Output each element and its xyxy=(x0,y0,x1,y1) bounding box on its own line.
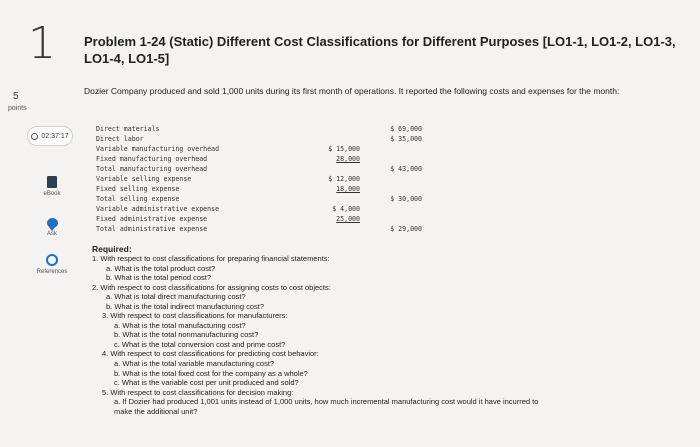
ledger-row xyxy=(96,124,436,134)
ledger-total-value: $ 43,000 xyxy=(390,165,422,173)
problem-intro: Dozier Company produced and sold 1,000 units during its first month of operations. It reported the following costs and expenses for the month: xyxy=(84,86,620,96)
required-item: c. What is the total conversion cost and prime cost? xyxy=(114,339,286,349)
required-item: b. What is the total indirect manufacturing cost? xyxy=(106,301,264,311)
ledger-label: Variable manufacturing overhead xyxy=(96,145,220,153)
cost-ledger xyxy=(96,124,436,234)
ledger-row xyxy=(96,224,436,234)
required-title: Required: xyxy=(92,244,132,254)
ledger-label: Fixed administrative expense xyxy=(96,215,208,223)
ledger-row xyxy=(96,184,436,194)
required-item: a. What is the total product cost? xyxy=(106,263,216,273)
hourglass-icon xyxy=(31,133,38,140)
required-item: a. What is total direct manufacturing cost? xyxy=(106,292,246,302)
ledger-row xyxy=(96,194,436,204)
references-button[interactable] xyxy=(32,254,72,275)
ledger-row xyxy=(96,174,436,184)
ledger-row xyxy=(96,144,436,154)
required-item: 4. With respect to cost classifications for predicting cost behavior: xyxy=(102,349,319,359)
required-item: 3. With respect to cost classifications for manufacturers: xyxy=(102,311,288,321)
ask-label: Ask xyxy=(46,231,57,237)
ledger-label: Direct labor xyxy=(96,135,144,143)
required-item: make the additional unit? xyxy=(114,406,198,416)
ledger-subtotal-value: $ 4,000 xyxy=(332,205,360,213)
ledger-subtotal-value: $ 15,000 xyxy=(328,145,360,153)
ledger-label: Total administrative expense xyxy=(96,225,208,233)
ledger-subtotal-value: $ 12,000 xyxy=(328,175,360,183)
question-number: 1 xyxy=(28,18,56,69)
references-label: References xyxy=(36,269,68,275)
ledger-total-value: $ 30,000 xyxy=(390,195,422,203)
ledger-row xyxy=(96,164,436,174)
points-label: points xyxy=(8,105,27,112)
ledger-subtotal-value: 28,000 xyxy=(336,155,360,163)
required-item: 2. With respect to cost classifications for assigning costs to cost objects: xyxy=(92,282,331,292)
ledger-row xyxy=(96,204,436,214)
ledger-subtotal-value: 25,000 xyxy=(336,215,360,223)
ebook-label: eBook xyxy=(43,191,61,197)
required-item: 5. With respect to cost classifications for decision making: xyxy=(102,387,294,397)
book-icon xyxy=(47,176,57,188)
timer[interactable] xyxy=(27,126,73,146)
chat-bubble-icon xyxy=(47,218,58,228)
required-item: a. What is the total variable manufacturing cost? xyxy=(114,359,275,369)
problem-title: Problem 1-24 (Static) Different Cost Classifications for Different Purposes [LO1-1, LO1-2, LO1-3, LO1-4, LO1-5] xyxy=(84,34,676,66)
required-item: a. If Dozier had produced 1,001 units instead of 1,000 units, how much incremental manufacturing cost would it have incurred to xyxy=(114,397,539,407)
ledger-subtotal-value: 18,000 xyxy=(336,185,360,193)
required-item: b. What is the total fixed cost for the company as a whole? xyxy=(114,368,308,378)
references-icon xyxy=(46,254,58,266)
ledger-row xyxy=(96,134,436,144)
required-item: c. What is the variable cost per unit produced and sold? xyxy=(114,378,299,388)
ledger-label: Direct materials xyxy=(96,125,160,133)
timer-value: 02:37:17 xyxy=(41,132,69,140)
ledger-label: Variable selling expense xyxy=(96,175,192,183)
required-item: b. What is the total nonmanufacturing cost? xyxy=(114,330,259,340)
ledger-label: Total manufacturing overhead xyxy=(96,165,208,173)
points-value: 5 xyxy=(13,91,19,102)
required-item: a. What is the total manufacturing cost? xyxy=(114,320,246,330)
required-item: b. What is the total period cost? xyxy=(106,273,212,283)
ledger-label: Variable administrative expense xyxy=(96,205,220,213)
ledger-row xyxy=(96,154,436,164)
ledger-label: Total selling expense xyxy=(96,195,180,203)
ledger-total-value: $ 69,000 xyxy=(390,125,422,133)
required-section xyxy=(92,244,692,416)
left-rail xyxy=(0,0,78,447)
ledger-label: Fixed selling expense xyxy=(96,185,180,193)
ledger-row xyxy=(96,214,436,224)
ledger-label: Fixed manufacturing overhead xyxy=(96,155,208,163)
ebook-button[interactable] xyxy=(32,176,72,197)
ask-button[interactable] xyxy=(32,218,72,237)
required-item: 1. With respect to cost classifications for preparing financial statements: xyxy=(92,254,330,263)
ledger-total-value: $ 29,000 xyxy=(390,225,422,233)
ledger-total-value: $ 35,000 xyxy=(390,135,422,143)
